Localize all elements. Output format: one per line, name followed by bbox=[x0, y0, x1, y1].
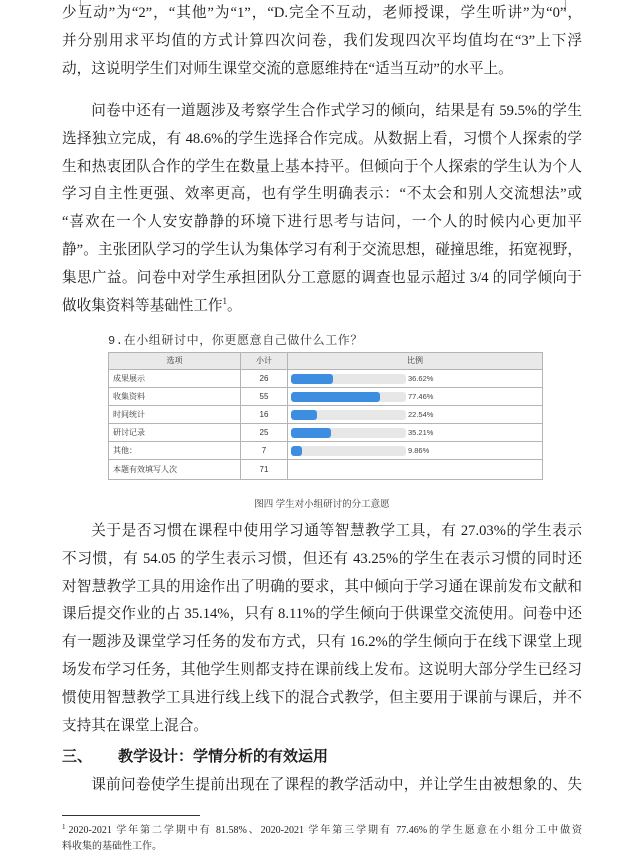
body-line: 动，这说明学生们对师生课堂交流的意愿维持在“适当互动”的水平上。 bbox=[62, 60, 513, 77]
bar-track bbox=[291, 410, 406, 420]
header-ratio: 比例 bbox=[288, 353, 543, 370]
footnote-ref: 1 bbox=[222, 295, 228, 306]
body-line: 课后提交作业的占 35.14%，只有 8.11%的学生倾向于供课堂交流使用。问卷中还 bbox=[62, 606, 582, 623]
percent-label: 36.62% bbox=[408, 373, 434, 383]
figure-title: 9.在小组研讨中，你更愿意自己做什么工作？ bbox=[108, 334, 364, 348]
option-label: 收集资料 bbox=[109, 388, 241, 406]
option-count: 26 bbox=[241, 370, 288, 388]
body-line: 选择独立完成，有 48.6%的学生选择合作完成。从数据上看，习惯个人探索的学 bbox=[62, 130, 582, 147]
footnote-marker: 1 bbox=[62, 822, 66, 831]
option-label: 时间统计 bbox=[109, 406, 241, 424]
percent-label: 22.54% bbox=[408, 409, 434, 419]
percent-label: 9.86% bbox=[408, 445, 430, 455]
figure-caption: 图四 学生对小组研讨的分工意愿 bbox=[254, 500, 390, 510]
body-line: 关于是否习惯在课程中使用学习通等智慧教学工具，有 27.03%的学生表示 bbox=[91, 523, 582, 539]
total-empty-cell bbox=[288, 460, 543, 480]
survey-table bbox=[108, 352, 543, 480]
body-line bbox=[62, 293, 582, 321]
option-label: 其他： bbox=[109, 442, 241, 460]
option-ratio-cell bbox=[288, 442, 543, 460]
paragraph-1 bbox=[62, 0, 582, 83]
table-total-row bbox=[109, 460, 543, 480]
table-header-row bbox=[109, 353, 543, 370]
header-option: 选项 bbox=[109, 353, 241, 370]
table-row bbox=[109, 442, 543, 460]
footnote bbox=[62, 823, 582, 854]
option-count: 25 bbox=[241, 424, 288, 442]
footnote-line: 料收集的基础性工作。 bbox=[62, 840, 162, 852]
heading-title: 教学设计：学情分析的有效运用 bbox=[118, 749, 329, 765]
body-line: 场发布学习任务，其他学生则都支持在课前线上发布。这说明大部分学生已经习 bbox=[62, 661, 582, 678]
body-line: 对智慧教学工具的用途作出了明确的要求，其中倾向于学习通在课前发布文献和 bbox=[62, 578, 582, 595]
bar-fill bbox=[291, 410, 317, 420]
body-line-tail: 。 bbox=[227, 297, 242, 314]
bar-track bbox=[291, 392, 406, 402]
header-count: 小计 bbox=[241, 353, 288, 370]
option-label: 成果展示 bbox=[109, 370, 241, 388]
option-label: 研讨记录 bbox=[109, 424, 241, 442]
option-ratio-cell bbox=[288, 424, 543, 442]
option-ratio-cell bbox=[288, 406, 543, 424]
footnote-separator bbox=[62, 815, 200, 816]
body-line: 静”。主张团队学习的学生认为集体学习有利于交流思想，碰撞思维，拓宽视野， bbox=[62, 241, 582, 258]
option-ratio-cell bbox=[288, 388, 543, 406]
section-heading bbox=[62, 743, 328, 771]
option-count: 7 bbox=[241, 442, 288, 460]
table-row bbox=[109, 406, 543, 424]
body-line: “喜欢在一个人安安静静的环境下进行思考与诘问，一个人的时候内心更加平 bbox=[62, 214, 582, 231]
footnote-line bbox=[62, 823, 582, 839]
option-ratio-cell bbox=[288, 370, 543, 388]
body-line: 集思广益。问卷中对学生承担团队分工意愿的调查也显示超过 3/4 的同学倾向于 bbox=[62, 269, 582, 286]
bar-fill bbox=[291, 446, 302, 456]
bar-track bbox=[291, 446, 406, 456]
paragraph-3 bbox=[62, 518, 582, 740]
body-line: 少互动”为“2”，“其他”为“1”，“D.完全不互动，老师授课，学生听讲”为“0”， bbox=[62, 5, 582, 21]
heading-number: 三、 bbox=[62, 749, 93, 765]
bar-track bbox=[291, 428, 406, 438]
bar-fill bbox=[291, 374, 333, 384]
bar-fill bbox=[291, 428, 331, 438]
bar-track bbox=[291, 374, 406, 384]
table-row bbox=[109, 370, 543, 388]
body-line: 有一题涉及课堂学习任务的发布方式，只有 16.2%的学生倾向于在线下课堂上现 bbox=[62, 634, 582, 651]
body-line: 并分别用求平均值的方式计算四次问卷，我们发现四次平均值均在“3”上下浮 bbox=[62, 32, 582, 49]
footnote-text: 2020-2021 学年第二学期中有 81.58%、2020-2021 学年第三学期有 77.46%的学生愿意在小组分工中做资 bbox=[68, 825, 582, 836]
bar-fill bbox=[291, 392, 380, 402]
body-line-text: 做收集资料等基础性工作 bbox=[62, 297, 223, 314]
body-line: 惯使用智慧教学工具进行线上线下的混合式教学，但主要用于课前与课后，并不 bbox=[62, 689, 582, 706]
paragraph-4 bbox=[62, 772, 582, 800]
total-label: 本题有效填写人次 bbox=[109, 460, 241, 480]
body-line: 生和热衷团队合作的学生在数量上基本持平。但倾向于个人探索的学生认为个人 bbox=[62, 158, 582, 175]
body-line: 学习自主性更强、效率更高，也有学生明确表示：“不太会和别人交流想法”或 bbox=[62, 186, 582, 203]
body-line: 课前问卷使学生提前出现在了课程的教学活动中，并让学生由被想象的、失 bbox=[91, 777, 582, 793]
paragraph-2 bbox=[62, 98, 582, 320]
body-line: 不习惯，有 54.05 的学生表示习惯，但还有 43.25%的学生在表示习惯的同时还 bbox=[62, 550, 582, 567]
total-count: 71 bbox=[241, 460, 288, 480]
option-count: 16 bbox=[241, 406, 288, 424]
table-row bbox=[109, 388, 543, 406]
percent-label: 35.21% bbox=[408, 427, 434, 437]
body-line: 支持其在课堂上混合。 bbox=[62, 717, 208, 734]
option-count: 55 bbox=[241, 388, 288, 406]
table-row bbox=[109, 424, 543, 442]
body-line: 问卷中还有一道题涉及考察学生合作式学习的倾向，结果是有 59.5%的学生 bbox=[91, 103, 582, 119]
percent-label: 77.46% bbox=[408, 391, 434, 401]
